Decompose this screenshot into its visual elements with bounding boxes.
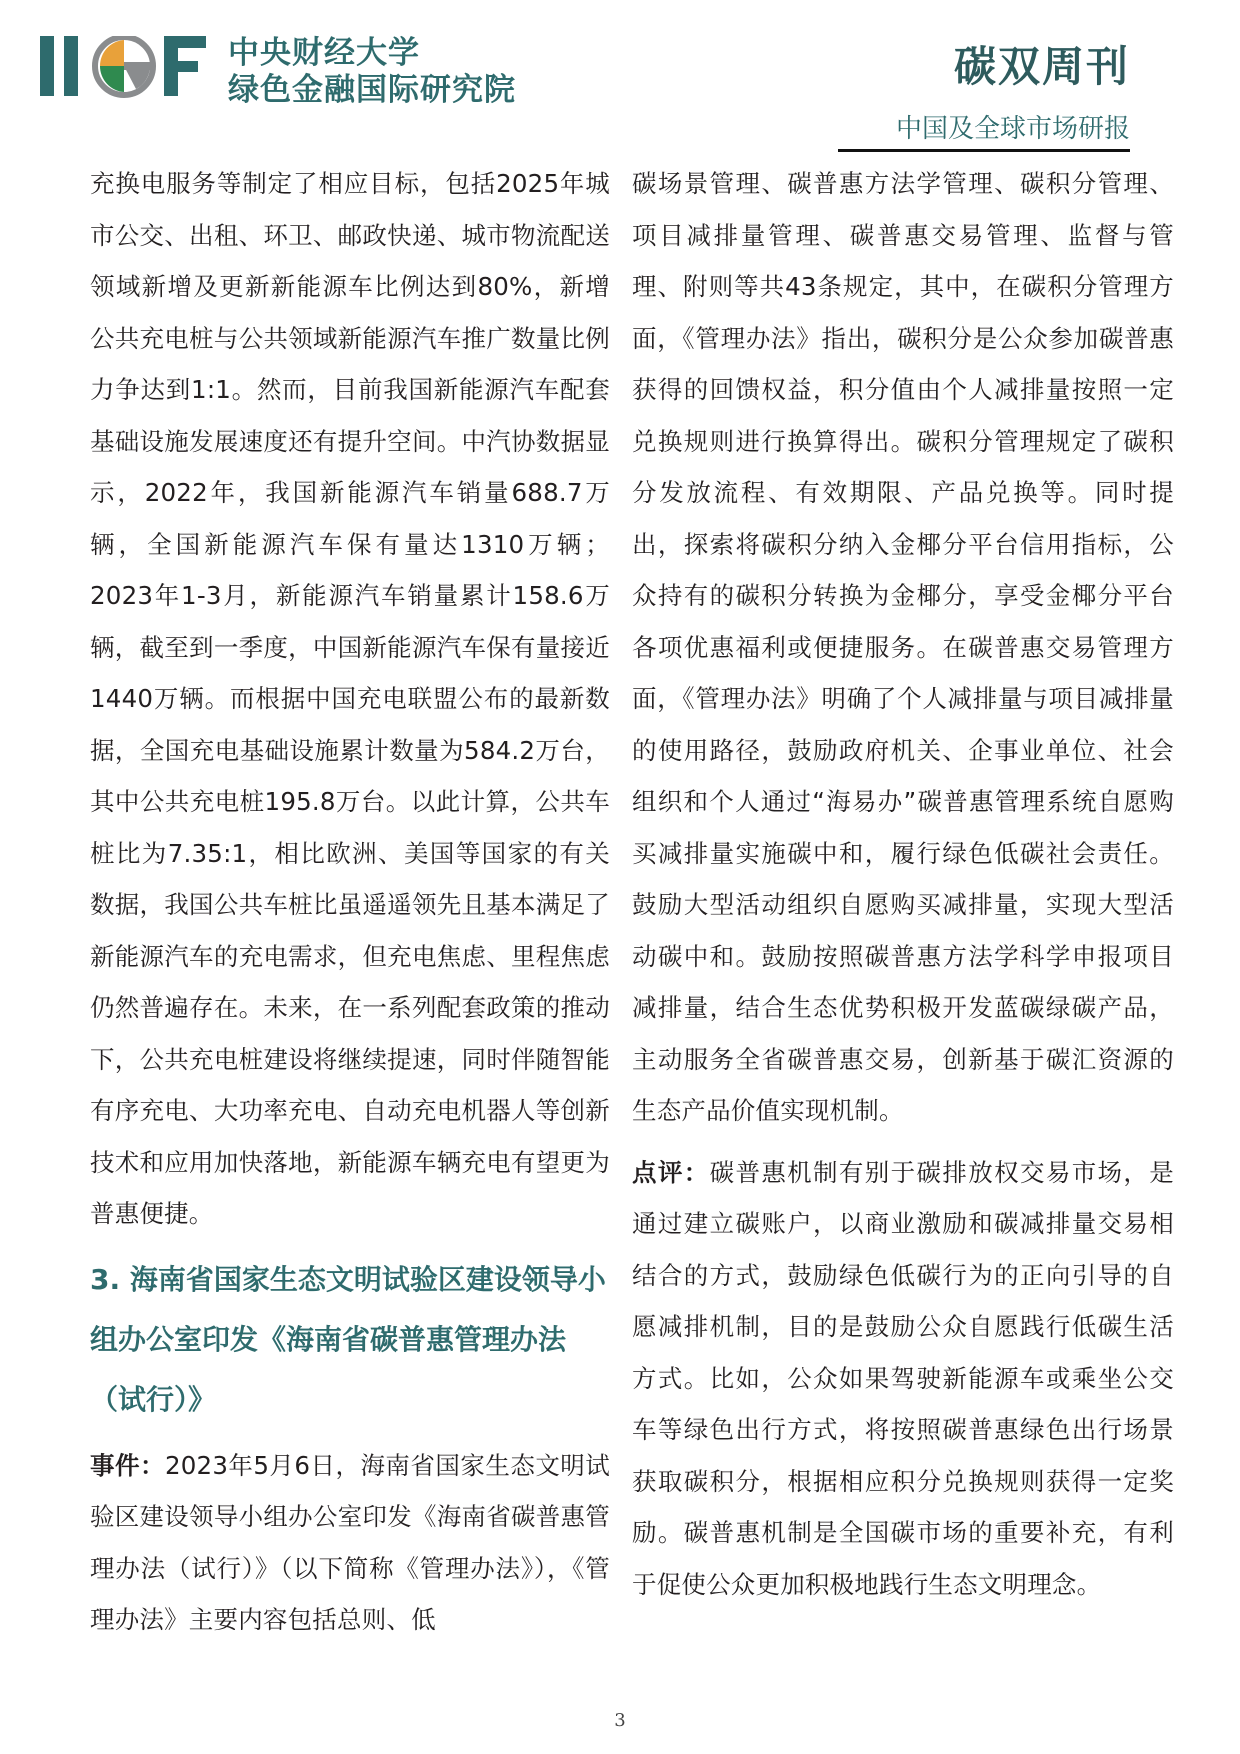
event-text: 2023年5月6日，海南省国家生态文明试验区建设领导小组办公室印发《海南省碳普惠管理办法（试行）》（以下简称《管理办法》），《管理办法》主要内容包括总则、低 [90,1450,610,1634]
policy-detail-paragraph: 碳场景管理、碳普惠方法学管理、碳积分管理、项目减排量管理、碳普惠交易管理、监督与管理、附则等共43条规定，其中，在碳积分管理方面，《管理办法》指出，碳积分是公众参加碳普惠获得的回馈权益，积分值由个人减排量按照一定兑换规则进行换算得出。碳积分管理规定了碳积分发放流程、有效期限、产品兑换等。同时提出，探索将碳积分纳入金椰分平台信用指标，公众持有的碳积分转换为金椰分，享受金椰分平台各项优惠福利或便捷服务。在碳普惠交易管理方面，《管理办法》明确了个人减排量与项目减排量的使用路径，鼓励政府机关、企事业单位、社会组织和个人通过“海易办”碳普惠管理系统自愿购买减排量实施碳中和，履行绿色低碳社会责任。鼓励大型活动组织自愿购买减排量，实现大型活动碳中和。鼓励按照碳普惠方法学科学申报项目减排量，结合生态优势积极开发蓝碳绿碳产品，主动服务全省碳普惠交易，创新基于碳汇资源的生态产品价值实现机制。 [632,169,1174,1125]
publication-brand [896,34,1130,145]
left-column [90,158,610,1646]
publication-subtitle: 中国及全球市场研报 [895,114,1130,144]
ev-charging-paragraph: 充换电服务等制定了相应目标，包括2025年城市公交、出租、环卫、邮政快递、城市物流配送领域新增及更新新能源车比例达到80%，新增公共充电桩与公共领域新能源汽车推广数量比例力争达到1:1。然而，目前我国新能源汽车配套基础设施发展速度还有提升空间。中汽协数据显示，2022年，我国新能源汽车销量688.7万辆，全国新能源汽车保有量达1310万辆；2023年1-3月，新能源汽车销量累计158.6万辆，截至到一季度，中国新能源汽车保有量接近1440万辆。而根据中国充电联盟公布的最新数据，全国充电基础设施累计数量为584.2万台，其中公共充电桩195.8万台。以此计算，公共车桩比为7.35:1，相比欧洲、美国等国家的有关数据，我国公共车桩比虽遥遥领先且基本满足了新能源汽车的充电需求，但充电焦虑、里程焦虑仍然普遍存在。未来，在一系列配套政策的推动下，公共充电桩建设将继续提速，同时伴随智能有序充电、大功率充电、自动充电机器人等创新技术和应用加快落地，新能源车辆充电有望更为普惠便捷。 [90,169,610,1228]
event-label: 事件： [90,1450,165,1480]
logo-line2: 绿色金融国际研究院 [228,72,516,108]
comment-label: 点评： [632,1157,710,1187]
publication-title: 碳双周刊 [953,42,1130,91]
paragraph-spacer [632,1137,1174,1147]
right-column [632,158,1174,1610]
comment-text: 碳普惠机制有别于碳排放权交易市场，是通过建立碳账户，以商业激励和碳减排量交易相结合的方式，鼓励绿色低碳行为的正向引导的自愿减排机制，目的是鼓励公众自愿践行低碳生活方式。比如，公众如果驾驶新能源车或乘坐公交车等绿色出行方式，将按照碳普惠绿色出行场景获取碳积分，根据相应积分兑换规则获得一定奖励。碳普惠机制是全国碳市场的重要补充，有利于促使公众更加积极地践行生态文明理念。 [632,1157,1174,1599]
comment-paragraph [632,1147,1174,1611]
logo-text [228,35,516,108]
page-number: 3 [614,1710,626,1731]
logo-line1: 中央财经大学 [228,35,420,71]
event-paragraph [90,1440,610,1646]
header-divider [838,149,1130,152]
section-heading: 3. 海南省国家生态文明试验区建设领导小组办公室印发《海南省碳普惠管理办法（试行）》 [90,1262,606,1416]
